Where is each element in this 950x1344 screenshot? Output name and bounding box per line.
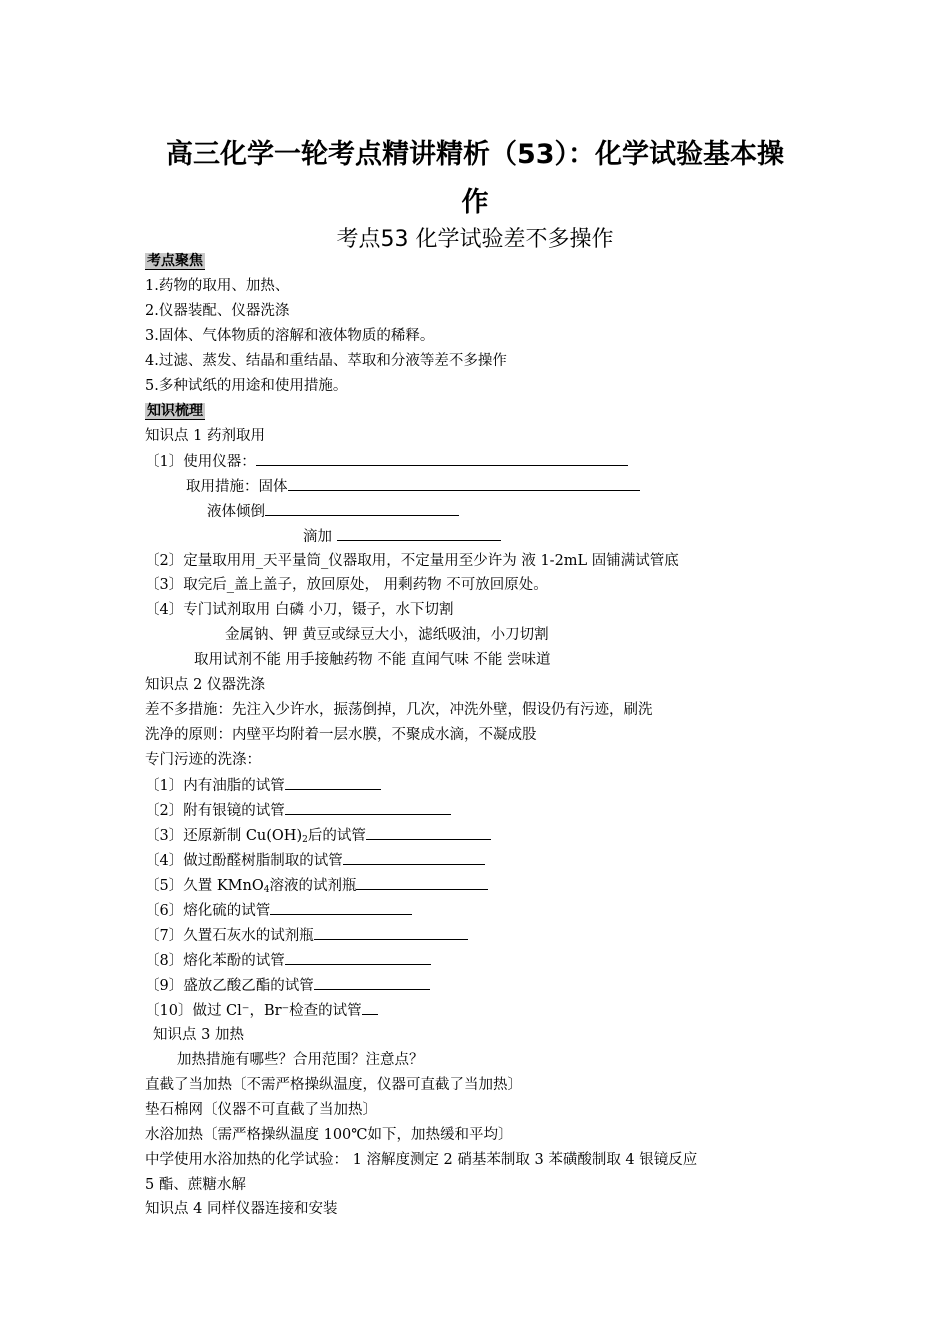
kp1-line: 滴加 bbox=[303, 526, 501, 547]
kp4-heading: 知识点 4 同样仪器连接和安装 bbox=[145, 1201, 338, 1217]
focus-item: 4.过滤、蒸发、结晶和重结晶、萃取和分液等差不多操作 bbox=[145, 353, 507, 369]
kp1-line: 〔2〕定量取用用_天平量筒_仪器取用，不定量用至少许为 液 1-2mL 固铺满试管底 bbox=[145, 553, 679, 569]
fill-blank bbox=[314, 975, 430, 990]
fill-blank bbox=[256, 451, 628, 466]
kp1-line: 〔1〕使用仪器： bbox=[145, 451, 628, 472]
kp2-line: 专门污迹的洗涤： bbox=[145, 752, 261, 768]
kp1-heading: 知识点 1 药剂取用 bbox=[145, 428, 265, 444]
kp2-item: 〔1〕内有油脂的试管 bbox=[145, 775, 381, 796]
kp2-item: 〔6〕熔化硫的试管 bbox=[145, 900, 412, 921]
kp2-item: 〔3〕还原新制 $Cu(OH)_2$后的试管 bbox=[145, 825, 491, 850]
fill-blank bbox=[285, 950, 431, 965]
fill-blank bbox=[285, 775, 381, 790]
focus-item: 5.多种试纸的用途和使用措施。 bbox=[145, 378, 348, 394]
kp3-line: 直截了当加热〔不需严格操纵温度，仪器可直截了当加热〕 bbox=[145, 1077, 522, 1093]
section-tag-focus: 考点聚焦 bbox=[147, 253, 203, 269]
kp2-item: 〔7〕久置石灰水的试剂瓶 bbox=[145, 925, 468, 946]
fill-blank bbox=[270, 900, 412, 915]
section-tag-knowledge: 知识梳理 bbox=[147, 403, 203, 419]
fill-blank bbox=[285, 800, 451, 815]
focus-item: 1.药物的取用、加热、 bbox=[145, 278, 290, 294]
fill-blank bbox=[362, 1000, 378, 1015]
kp1-line: 取用措施：固体 bbox=[186, 476, 640, 497]
kp3-line: 垫石棉网〔仪器不可直截了当加热〕 bbox=[145, 1102, 377, 1118]
focus-item: 3.固体、气体物质的溶解和液体物质的稀释。 bbox=[145, 328, 435, 344]
kp2-item: 〔2〕附有银镜的试管 bbox=[145, 800, 451, 821]
kp1-line: 取用试剂不能 用手接触药物 不能 直闻气味 不能 尝味道 bbox=[194, 652, 551, 668]
kp2-item: 〔9〕盛放乙酸乙酯的试管 bbox=[145, 975, 430, 996]
kp1-line: 金属钠、钾 黄豆或绿豆大小，滤纸吸油，小刀切割 bbox=[225, 627, 549, 643]
kp3-line: 加热措施有哪些？合用范围？注意点？ bbox=[177, 1052, 424, 1068]
kp3-line: 水浴加热〔需严格操纵温度 100℃如下，加热缓和平均〕 bbox=[145, 1127, 513, 1143]
focus-item: 2.仪器装配、仪器洗涤 bbox=[145, 303, 290, 319]
fill-blank bbox=[337, 526, 501, 541]
fill-blank bbox=[314, 925, 468, 940]
kp2-line: 洗净的原则：内壁平均附着一层水膜，不聚成水滴，不凝成股 bbox=[145, 727, 537, 743]
kp2-heading: 知识点 2 仪器洗涤 bbox=[145, 677, 265, 693]
page-title-continued: 作 bbox=[461, 187, 489, 218]
kp2-item: 〔10〕做过 Cl⁻，Br⁻检查的试管 bbox=[145, 1000, 378, 1021]
fill-blank bbox=[343, 850, 485, 865]
fill-blank bbox=[366, 825, 491, 840]
kp1-line: 〔4〕专门试剂取用 白磷 小刀，镊子，水下切割 bbox=[145, 602, 454, 618]
kp1-line: 液体倾倒 bbox=[207, 501, 459, 522]
page-subtitle: 考点53 化学试验差不多操作 bbox=[336, 227, 614, 252]
fill-blank bbox=[356, 875, 488, 890]
kp2-line: 差不多措施：先注入少许水，振荡倒掉，几次，冲洗外壁，假设仍有污迹，刷洗 bbox=[145, 702, 653, 718]
fill-blank bbox=[265, 501, 459, 516]
kp2-item: 〔4〕做过酚醛树脂制取的试管 bbox=[145, 850, 485, 871]
kp2-item: 〔5〕久置 KMnO$_4$溶液的试剂瓶 bbox=[145, 875, 488, 900]
page-title: 高三化学一轮考点精讲精析（53）：化学试验基本操 bbox=[165, 139, 785, 170]
kp3-heading: 知识点 3 加热 bbox=[153, 1027, 244, 1043]
kp2-item: 〔8〕熔化苯酚的试管 bbox=[145, 950, 431, 971]
kp3-line: 5 酯、蔗糖水解 bbox=[145, 1177, 246, 1193]
fill-blank bbox=[288, 476, 640, 491]
kp3-line: 中学使用水浴加热的化学试验： 1 溶解度测定 2 硝基苯制取 3 苯磺酸制取 4 银镜反应 bbox=[145, 1152, 698, 1168]
kp1-line: 〔3〕取完后_盖上盖子，放回原处， 用剩药物 不可放回原处。 bbox=[145, 577, 548, 593]
